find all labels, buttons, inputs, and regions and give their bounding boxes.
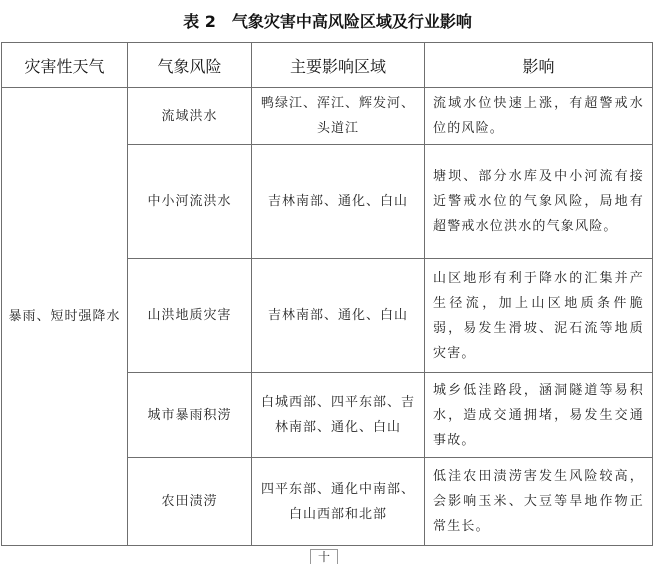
impact-cell: 低洼农田渍涝害发生风险较高，会影响玉米、大豆等旱地作物正常生长。 [425,458,653,546]
area-cell: 白城西部、四平东部、吉林南部、通化、白山 [252,373,425,458]
area-cell: 吉林南部、通化、白山 [252,259,425,373]
table-title: 表 2 气象灾害中高风险区域及行业影响 [183,12,472,31]
impact-cell: 山区地形有利于降水的汇集并产生径流，加上山区地质条件脆弱，易发生滑坡、泥石流等地质灾害。 [425,259,653,373]
risk-cell: 农田渍涝 [128,458,252,546]
page-tab[interactable]: 十 [310,549,338,564]
area-cell: 吉林南部、通化、白山 [252,145,425,259]
table-row [2,88,653,145]
risk-cell: 流域洪水 [128,88,252,145]
header-hazard: 灾害性天气 [2,43,128,88]
risk-cell: 城市暴雨积涝 [128,373,252,458]
area-cell: 四平东部、通化中南部、白山西部和北部 [252,458,425,546]
impact-cell: 城乡低洼路段，涵洞隧道等易积水，造成交通拥堵，易发生交通事故。 [425,373,653,458]
impact-cell: 塘坝、部分水库及中小河流有接近警戒水位的气象风险，局地有超警戒水位洪水的气象风险。 [425,145,653,259]
hazard-cell: 暴雨、短时强降水 [2,88,128,546]
header-risk: 气象风险 [128,43,252,88]
header-impact: 影响 [425,43,653,88]
area-cell: 鸭绿江、浑江、辉发河、头道江 [252,88,425,145]
risk-cell: 山洪地质灾害 [128,259,252,373]
risk-cell: 中小河流洪水 [128,145,252,259]
table-header-row [2,43,653,88]
impact-cell: 流域水位快速上涨，有超警戒水位的风险。 [425,88,653,145]
hazard-impact-table [1,42,653,546]
header-area: 主要影响区域 [252,43,425,88]
